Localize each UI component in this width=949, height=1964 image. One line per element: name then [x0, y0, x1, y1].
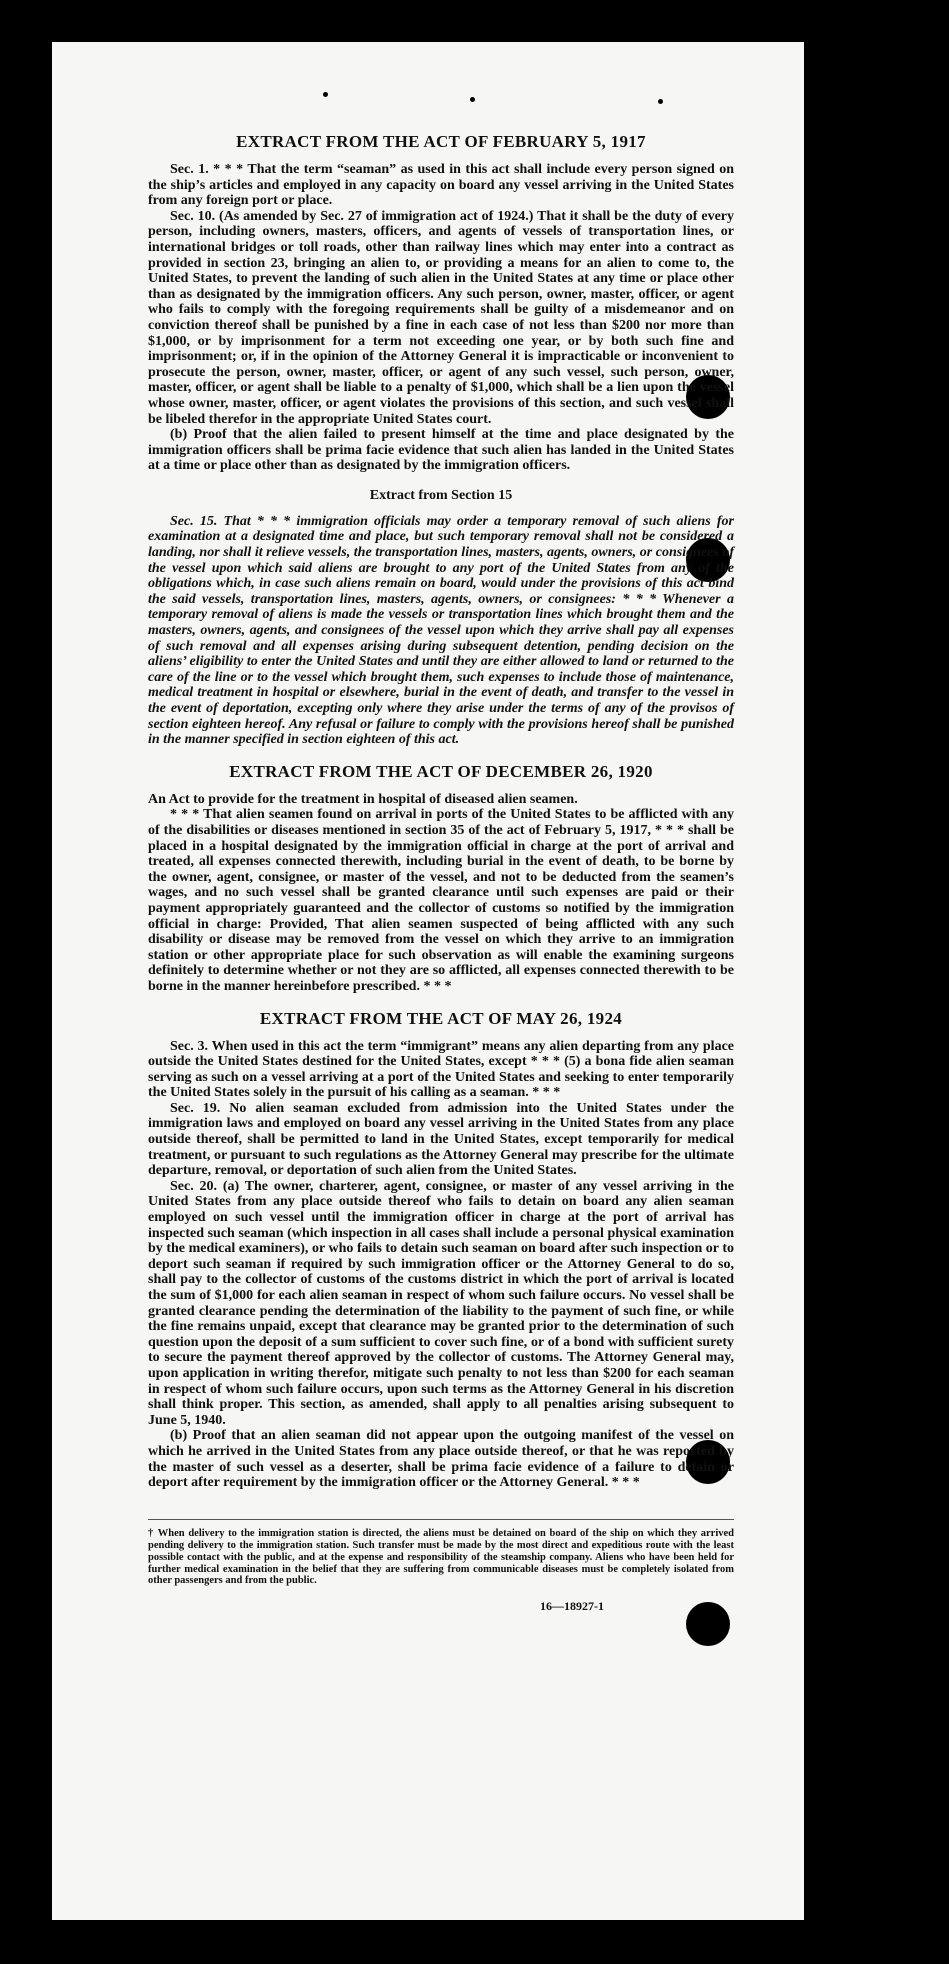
- speck: [658, 99, 663, 104]
- act-1920-body: * * * That alien seamen found on arrival in ports of the United States to be afflicted with any of the disabilities or diseases mentioned in section 35 of the act of February 5, 1917, * * * shall be placed in a hospital designated by the immigration official in charge at the port of arrival and treated, all expenses connected therewith, including burial in the event of death, to be borne by the owner, agent, consignee, or master of the vessel, and not to be deducted from the seamen’s wages, and no such vessel shall be granted clearance until such expenses are paid or their payment appropriately guaranteed and the collector of customs so notified by the immigration official in charge: Provided, That alien seamen suspected of being afflicted with any such disability or disease may be removed from the vessel on which they arrive to an immigration station or other appropriate place for such observation as will enable the examining surgeons definitely to determine whether or not they are so afflicted, all expenses connected therewith to be borne in the manner hereinbefore prescribed. * * *: [148, 807, 734, 994]
- heading-act-1917: EXTRACT FROM THE ACT OF FEBRUARY 5, 1917: [236, 132, 646, 151]
- speck: [323, 92, 328, 97]
- section-1: Sec. 1. * * * That the term “seaman” as used in this act shall include every person signed on the ship’s articles and employed in any capacity on board any vessel arriving in the United States from any foreign port or place.: [148, 162, 734, 209]
- subheading-section-15: Extract from Section 15: [369, 487, 513, 503]
- speck: [470, 97, 475, 102]
- section-10: Sec. 10. (As amended by Sec. 27 of immigration act of 1924.) That it shall be the duty of every person, including owners, masters, officers, and agents of vessels of transportation lines, or international bridges or toll roads, other than railway lines which may enter into a contract as provided in section 23, bringing an alien to, or providing a means for an alien to come to, the United States, to prevent the landing of such alien in the United States at any time or place other than as designated by the immigration officers. Any such person, owner, master, officer, or agent who fails to comply with the foregoing requirements shall be guilty of a misdemeanor and on conviction thereof shall be punished by a fine in each case of not less than $200 nor more than $1,000, or by imprisonment for a term not exceeding one year, or by both such fine and imprisonment; or, if in the opinion of the Attorney General it is impracticable or inconvenient to prosecute the person, owner, master, officer, or agent of any such vessel, such person, owner, master, officer, or agent shall be liable to a penalty of $1,000, which shall be a lien upon the vessel whose owner, master, officer, or agent violates the provisions of this section, and such vessel shall be libeled therefor in the appropriate United States court.: [148, 208, 734, 427]
- act-1920-title: An Act to provide for the treatment in hospital of diseased alien seamen.: [148, 791, 578, 807]
- section-19: Sec. 19. No alien seaman excluded from admission into the United States under the immigration laws and employed on board any vessel arriving in the United States from any place outside thereof, shall be permitted to land in the United States, except temporarily for medical treatment, or pursuant to such regulations as the Attorney General may prescribe for the ultimate departure, removal, or deportation of such alien from the United States.: [148, 1100, 734, 1179]
- footnote: † When delivery to the immigration station is directed, the aliens must be detained on board of the ship on which they arrived pending delivery to the immigration station. Such transfer must be made by the most direct and expeditious route with the least possible contact with the public, and at the expense and responsibility of the steamship company. Aliens who have been held for further medical examination in the belief that they are suffering from communicable diseases must be completely isolated from other passengers and from the public.: [148, 1519, 734, 1587]
- section-20a: Sec. 20. (a) The owner, charterer, agent, consignee, or master of any vessel arriving in the United States from any place outside thereof who fails to detain on board any alien seaman employed on such vessel until the immigration officer in charge at the port of arrival has inspected such seaman (which inspection in all cases shall include a personal physical examination by the medical examiners), or who fails to detain such seaman on board after such inspection or to deport such seaman if required by such immigration officer or the Attorney General to do so, shall pay to the collector of customs of the customs district in which the port of arrival is located the sum of $1,000 for each alien seaman in respect of whom such failure occurs. No vessel shall be granted clearance pending the determination of the liability to the payment of such fine, or while the fine remains unpaid, except that clearance may be granted prior to the determination of such question upon the deposit of a sum sufficient to cover such fine, or of a bond with sufficient surety to secure the payment thereof approved by the collector of customs. The Attorney General may, upon application in writing therefor, mitigate such penalty to not less than $200 for each seaman in respect of whom such failure occurs, upon such terms as the Attorney General in his discretion shall think proper. This section, as amended, shall apply to all penalties arising subsequent to June 5, 1940.: [148, 1178, 734, 1428]
- section-10b: (b) Proof that the alien failed to present himself at the time and place designated by the immigration officers shall be prima facie evidence that such alien has landed in the United States at a time or place other than as designated by the immigration officers.: [148, 427, 734, 474]
- section-3: Sec. 3. When used in this act the term “immigrant” means any alien departing from any place outside the United States destined for the United States, except * * * (5) a bona fide alien seaman serving as such on a vessel arriving at a port of the United States and seeking to enter temporarily the United States solely in the pursuit of his calling as a seaman. * * *: [148, 1038, 734, 1101]
- text-column: [148, 132, 734, 1614]
- form-number: 16—18927-1: [540, 1599, 604, 1614]
- heading-act-1920: EXTRACT FROM THE ACT OF DECEMBER 26, 1920: [229, 761, 653, 781]
- heading-act-1924: EXTRACT FROM THE ACT OF MAY 26, 1924: [259, 1008, 623, 1028]
- section-20b: (b) Proof that an alien seaman did not appear upon the outgoing manifest of the vessel on which he arrived in the United States from any place outside thereof, or that he was reported by the master of such vessel as a deserter, shall be prima facie evidence of a failure to detain or deport after requirement by the immigration officer or the Attorney General. * * *: [148, 1428, 734, 1491]
- section-15: Sec. 15. That * * * immigration officials may order a temporary removal of such aliens for examination at a designated time and place, but such temporary removal shall not be considered a landing, nor shall it relieve vessels, the transportation lines, masters, agents, owners, or consignees of the vessel upon which said aliens are brought to any port of the United States from any of the obligations which, in case such aliens remain on board, would under the provisions of this act bind the said vessels, transportation lines, masters, agents, owners, or consignees: * * * Whenever a temporary removal of aliens is made the vessels or transportation lines which brought them and the masters, owners, agents, and consignees of the vessel upon which they arrive shall pay all expenses of such removal and all expenses arising during subsequent detention, pending decision on the aliens’ eligibility to enter the United States and until they are either allowed to land or returned to the care of the line or to the vessel which brought them, such expenses to include those of maintenance, medical treatment in hospital or elsewhere, burial in the event of death, and transfer to the vessel in the event of deportation, excepting only where they arise under the terms of any of the provisos of section eighteen hereof. Any refusal or failure to comply with the provisions hereof shall be punished in the manner specified in section eighteen of this act.: [148, 513, 734, 748]
